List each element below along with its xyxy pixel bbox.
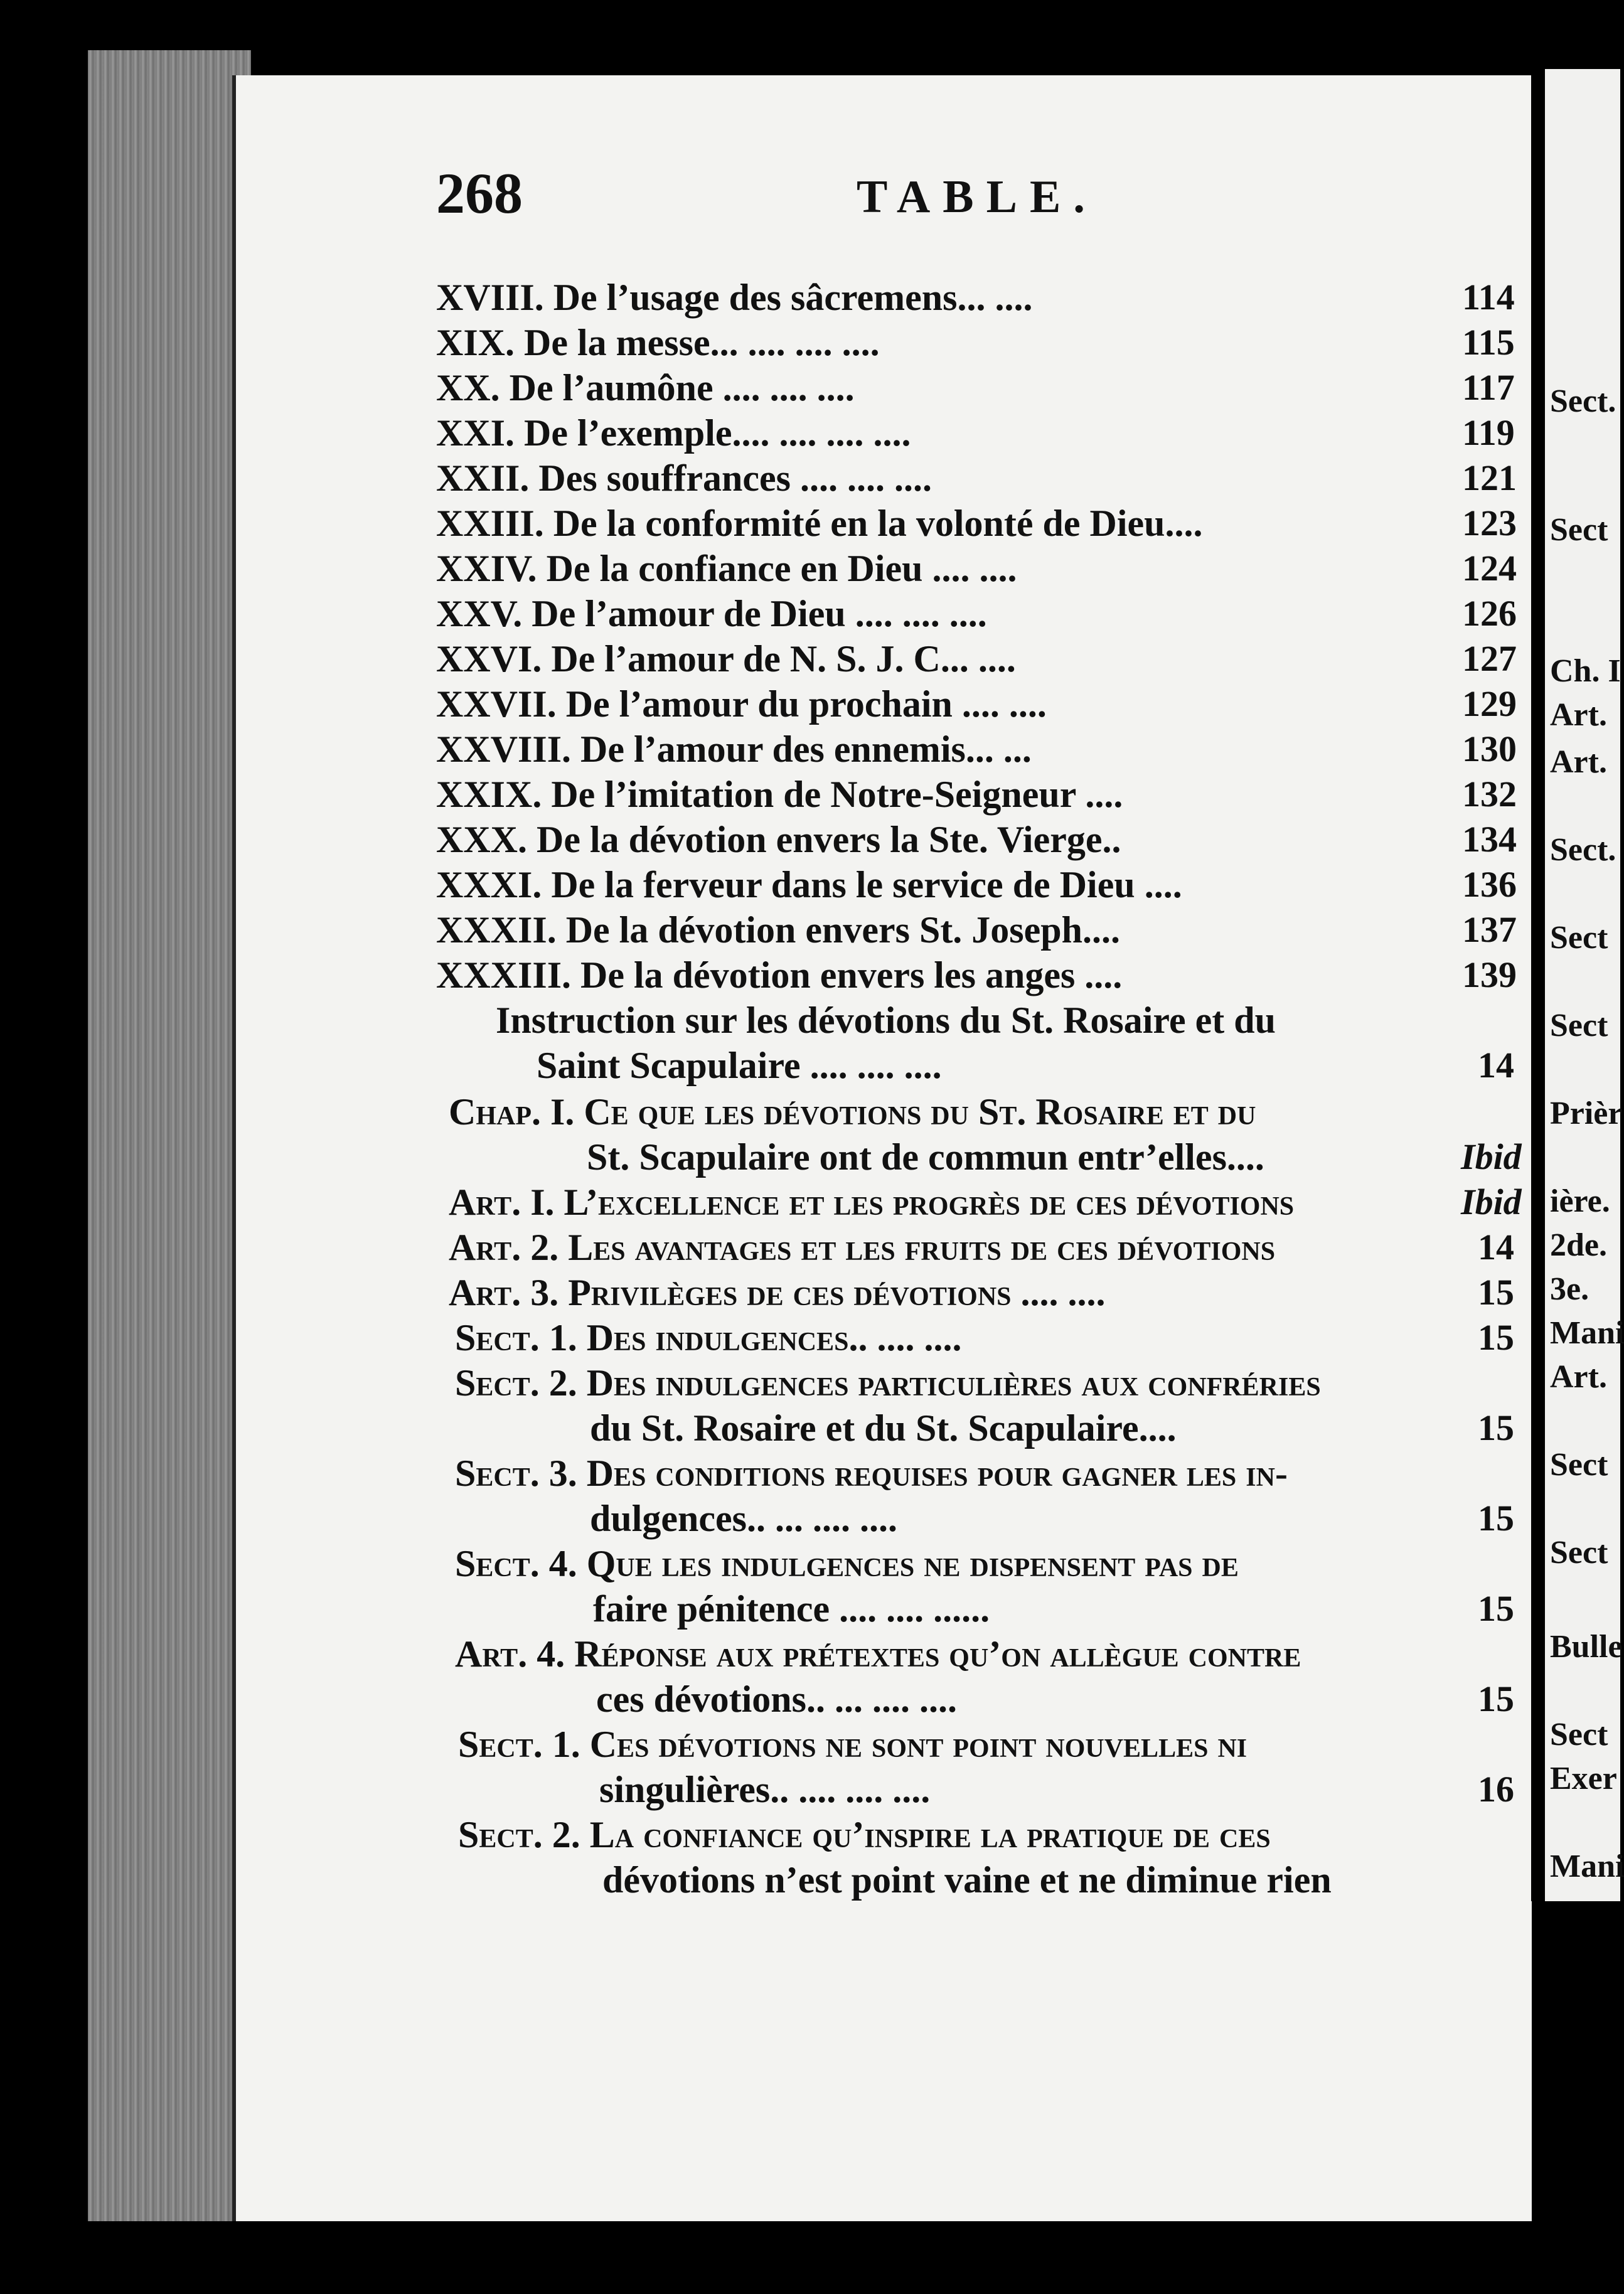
facing-page [1531, 69, 1624, 1901]
toc-page: 114 [1462, 277, 1515, 317]
toc-entry: Art. 4. Réponse aux prétextes qu’on allègue contre [455, 1633, 1301, 1675]
facing-fragment: Sect. [1550, 383, 1616, 419]
facing-fragment: Sect [1550, 920, 1608, 956]
facing-fragment: ière. [1550, 1183, 1610, 1219]
toc-entry: Instruction sur les dévotions du St. Rosaire et du [496, 1000, 1276, 1041]
toc-entry: Chap. I. Ce que les dévotions du St. Rosaire et du [449, 1091, 1256, 1133]
toc-page: 139 [1462, 954, 1517, 995]
toc-page: 16 [1478, 1769, 1514, 1810]
toc-page: 119 [1462, 412, 1515, 453]
toc-page: 137 [1462, 909, 1517, 950]
toc-entry: dulgences.. ... .... .... [590, 1498, 898, 1539]
toc-page: 121 [1462, 457, 1517, 498]
toc-entry: XXVII. De l’amour du prochain .... .... [436, 683, 1047, 725]
toc-page: Ibid [1461, 1182, 1522, 1222]
toc-entry: Art. 2. Les avantages et les fruits de ces dévotions [449, 1227, 1276, 1268]
toc-page: 15 [1478, 1588, 1514, 1629]
toc-page: 129 [1462, 683, 1517, 724]
toc-page: 123 [1462, 503, 1517, 543]
toc-entry: XXXIII. De la dévotion envers les anges .... [436, 954, 1123, 996]
toc-entry: Sect. 3. Des conditions requises pour gagner les in- [455, 1453, 1288, 1494]
facing-fragment: Sect [1550, 512, 1608, 548]
toc-page: 117 [1462, 367, 1515, 408]
toc-entry: XXI. De l’exemple.... .... .... .... [436, 412, 911, 454]
toc-entry: Sect. 2. Des indulgences particulières aux confréries [455, 1362, 1321, 1404]
toc-entry: du St. Rosaire et du St. Scapulaire.... [590, 1407, 1177, 1449]
page-number: 268 [436, 161, 523, 225]
page-edge [88, 50, 251, 2221]
toc-page: 14 [1478, 1045, 1514, 1086]
page-title: TABLE. [857, 171, 1098, 223]
toc-page: 134 [1462, 819, 1517, 860]
toc-entry: XXV. De l’amour de Dieu .... .... .... [436, 593, 987, 634]
toc-page: 14 [1478, 1227, 1514, 1267]
facing-fragment: Sect [1550, 1535, 1608, 1571]
toc-page: 15 [1478, 1678, 1514, 1719]
toc-page: 15 [1478, 1407, 1514, 1448]
toc-page: 115 [1462, 322, 1515, 363]
facing-fragment: Sect [1550, 1717, 1608, 1753]
toc-entry: ces dévotions.. ... .... .... [596, 1678, 957, 1720]
toc-entry: dévotions n’est point vaine et ne diminue rien [602, 1859, 1332, 1901]
toc-entry: Sect. 4. Que les indulgences ne dispensent pas de [455, 1543, 1239, 1584]
facing-fragment: Bulle [1550, 1629, 1623, 1665]
toc-entry: singulières.. .... .... .... [599, 1769, 931, 1810]
toc-entry: XXVI. De l’amour de N. S. J. C... .... [436, 638, 1016, 680]
facing-fragment: Prièr [1550, 1096, 1623, 1131]
facing-fragment: Sect. [1550, 832, 1616, 868]
facing-fragment: Art. [1550, 697, 1607, 733]
toc-entry: XX. De l’aumône .... .... .... [436, 367, 855, 408]
toc-page: 15 [1478, 1317, 1514, 1358]
facing-fragment: Sect [1550, 1008, 1608, 1043]
toc-entry: Sect. 2. La confiance qu’inspire la pratique de ces [458, 1814, 1271, 1855]
toc-page: 130 [1462, 728, 1517, 769]
toc-page: 136 [1462, 864, 1517, 905]
toc-entry: XXXII. De la dévotion envers St. Joseph.... [436, 909, 1121, 951]
facing-fragment: Art. [1550, 1359, 1607, 1395]
toc-entry: Art. 3. Privilèges de ces dévotions .... .... [449, 1272, 1106, 1313]
toc-entry: XIX. De la messe... .... .... .... [436, 322, 880, 363]
facing-fragment: Exer [1550, 1761, 1617, 1796]
facing-fragment: Mani [1550, 1315, 1624, 1351]
toc-entry: XXXI. De la ferveur dans le service de Dieu .... [436, 864, 1182, 905]
toc-entry: Saint Scapulaire .... .... .... [537, 1045, 942, 1086]
toc-entry: faire pénitence .... .... ...... [593, 1588, 990, 1630]
toc-page: 126 [1462, 593, 1517, 634]
facing-fragment: Art. [1550, 744, 1607, 780]
toc-entry: XXIII. De la conformité en la volonté de Dieu.... [436, 503, 1203, 544]
toc-page: 15 [1478, 1272, 1514, 1313]
facing-fragment: 3e. [1550, 1271, 1589, 1307]
toc-page: 15 [1478, 1498, 1514, 1539]
toc-page: 124 [1462, 548, 1517, 589]
toc-entry: Sect. 1. Ces dévotions ne sont point nouvelles ni [458, 1724, 1247, 1765]
toc-page: 132 [1462, 774, 1517, 814]
toc-entry: XVIII. De l’usage des sâcremens... .... [436, 277, 1033, 318]
facing-fragment: Sect [1550, 1447, 1608, 1483]
toc-entry: XXIV. De la confiance en Dieu .... .... [436, 548, 1017, 589]
facing-fragment: 2de. [1550, 1227, 1607, 1263]
toc-page: 127 [1462, 638, 1517, 679]
toc-entry: St. Scapulaire ont de commun entr’elles.... [587, 1136, 1264, 1178]
facing-fragment: Ch. I [1550, 653, 1621, 689]
toc-entry: XXVIII. De l’amour des ennemis... ... [436, 728, 1032, 770]
toc-page: Ibid [1461, 1136, 1522, 1177]
toc-entry: XXIX. De l’imitation de Notre-Seigneur .... [436, 774, 1123, 815]
toc-entry: Sect. 1. Des indulgences.. .... .... [455, 1317, 962, 1358]
facing-fragment: Mani [1550, 1849, 1624, 1884]
toc-entry: XXX. De la dévotion envers la Ste. Vierge.. [436, 819, 1121, 860]
toc-entry: XXII. Des souffrances .... .... .... [436, 457, 932, 499]
toc-entry: Art. I. L’excellence et les progrès de ces dévotions [449, 1182, 1295, 1223]
